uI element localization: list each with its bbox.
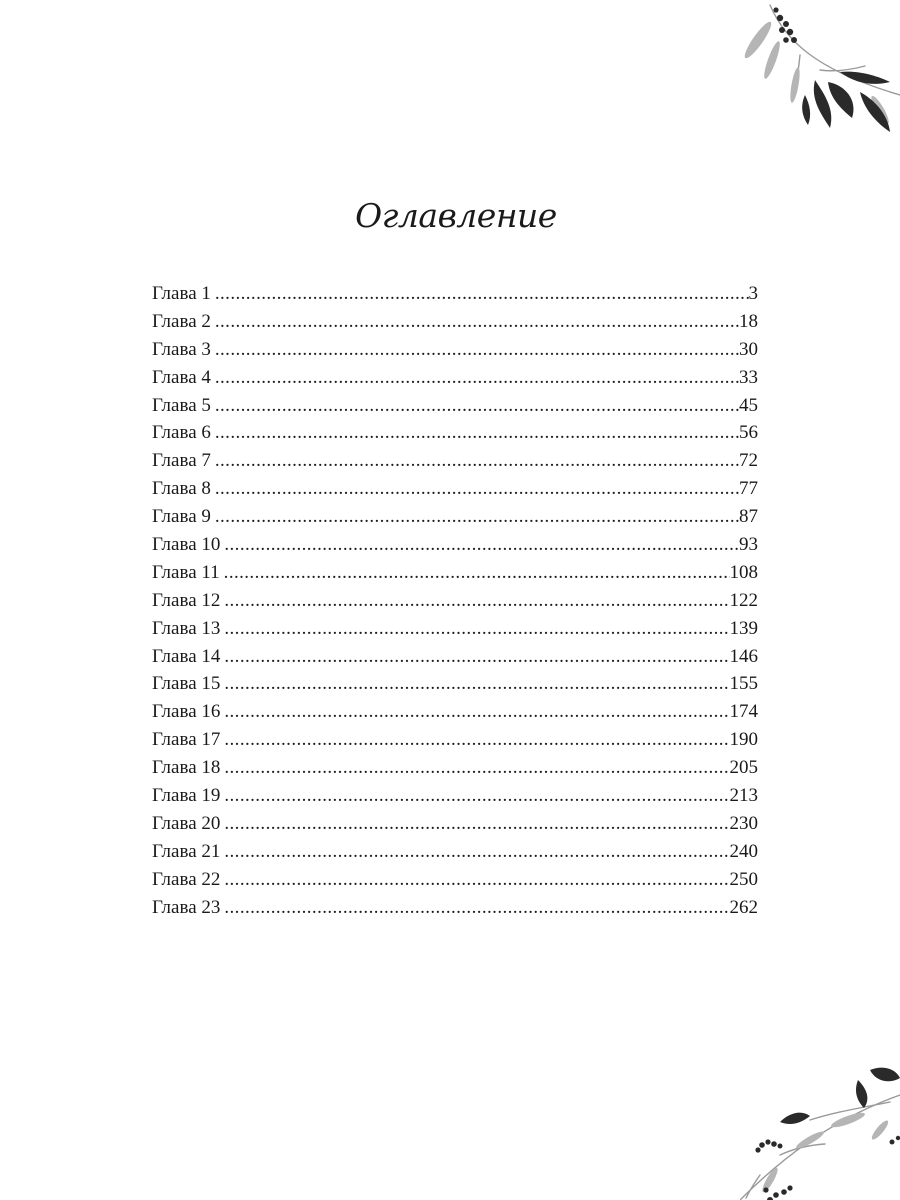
toc-leader-dots xyxy=(215,308,739,336)
toc-leader-dots xyxy=(215,475,739,503)
toc-chapter-label: Глава 18 xyxy=(152,757,221,779)
toc-leader-dots xyxy=(224,559,730,587)
toc-leader-dots xyxy=(215,364,739,392)
toc-page-number: 190 xyxy=(729,729,758,751)
toc-page-number: 30 xyxy=(739,338,758,360)
toc-entry xyxy=(152,364,758,392)
toc-entry xyxy=(152,643,758,671)
toc-entry xyxy=(152,726,758,754)
toc-leader-dots xyxy=(224,615,729,643)
toc-chapter-label: Глава 13 xyxy=(152,617,221,639)
toc-entry xyxy=(152,280,758,308)
toc-page-number: 45 xyxy=(739,394,758,416)
toc-entry xyxy=(152,503,758,531)
toc-entry xyxy=(152,308,758,336)
toc-leader-dots xyxy=(224,587,729,615)
toc-page-number: 72 xyxy=(739,450,758,472)
toc-page-number: 3 xyxy=(748,283,758,304)
toc-page-number: 213 xyxy=(729,785,758,807)
toc-chapter-label: Глава 5 xyxy=(152,394,211,416)
toc-chapter-label: Глава 22 xyxy=(152,868,221,890)
toc-page-number: 18 xyxy=(739,310,758,332)
toc-leader-dots xyxy=(224,866,729,894)
toc-page-number: 230 xyxy=(729,812,758,834)
toc-entry xyxy=(152,782,758,810)
toc-page-number: 174 xyxy=(729,701,758,723)
toc-page-number: 240 xyxy=(729,840,758,862)
toc-chapter-label: Глава 2 xyxy=(152,310,211,332)
toc-chapter-label: Глава 23 xyxy=(152,896,221,918)
toc-page-number: 87 xyxy=(739,506,758,528)
toc-leader-dots xyxy=(224,838,729,866)
toc-entry xyxy=(152,838,758,866)
toc-entry xyxy=(152,615,758,643)
toc-chapter-label: Глава 20 xyxy=(152,812,221,834)
table-of-contents xyxy=(152,280,758,921)
toc-leader-dots xyxy=(224,670,729,698)
toc-leader-dots xyxy=(224,782,729,810)
toc-page-number: 250 xyxy=(729,868,758,890)
toc-page-number: 262 xyxy=(729,896,758,918)
toc-leader-dots xyxy=(215,336,739,364)
toc-chapter-label: Глава 4 xyxy=(152,366,211,388)
toc-entry xyxy=(152,447,758,475)
toc-leader-dots xyxy=(215,392,739,420)
floral-ornament-bottom-icon xyxy=(740,1050,900,1200)
toc-entry xyxy=(152,419,758,447)
toc-entry xyxy=(152,894,758,922)
toc-entry xyxy=(152,587,758,615)
toc-chapter-label: Глава 12 xyxy=(152,589,221,611)
toc-chapter-label: Глава 3 xyxy=(152,338,211,360)
toc-leader-dots xyxy=(224,894,729,922)
toc-entry xyxy=(152,336,758,364)
toc-chapter-label: Глава 8 xyxy=(152,478,211,500)
toc-entry xyxy=(152,810,758,838)
toc-chapter-label: Глава 7 xyxy=(152,450,211,472)
toc-chapter-label: Глава 1 xyxy=(152,283,211,304)
page-title: Оглавление xyxy=(355,196,557,235)
toc-chapter-label: Глава 15 xyxy=(152,673,221,695)
toc-page-number: 33 xyxy=(739,366,758,388)
toc-leader-dots xyxy=(224,726,729,754)
toc-entry xyxy=(152,392,758,420)
toc-chapter-label: Глава 19 xyxy=(152,785,221,807)
toc-page-number: 122 xyxy=(729,589,758,611)
toc-page-number: 93 xyxy=(739,534,758,556)
toc-chapter-label: Глава 16 xyxy=(152,701,221,723)
toc-chapter-label: Глава 17 xyxy=(152,729,221,751)
toc-chapter-label: Глава 9 xyxy=(152,506,211,528)
toc-page-number: 146 xyxy=(729,645,758,667)
toc-leader-dots xyxy=(215,503,739,531)
toc-entry xyxy=(152,698,758,726)
toc-chapter-label: Глава 11 xyxy=(152,561,220,583)
toc-leader-dots xyxy=(224,698,729,726)
toc-entry xyxy=(152,670,758,698)
toc-entry xyxy=(152,531,758,559)
floral-ornament-top-icon xyxy=(740,0,900,150)
toc-page-number: 56 xyxy=(739,422,758,444)
toc-chapter-label: Глава 21 xyxy=(152,840,221,862)
toc-leader-dots xyxy=(224,531,739,559)
toc-chapter-label: Глава 14 xyxy=(152,645,221,667)
toc-page-number: 155 xyxy=(729,673,758,695)
toc-leader-dots xyxy=(224,754,729,782)
toc-page-number: 139 xyxy=(729,617,758,639)
toc-entry xyxy=(152,559,758,587)
toc-page-number: 205 xyxy=(729,757,758,779)
toc-chapter-label: Глава 6 xyxy=(152,422,211,444)
toc-entry xyxy=(152,475,758,503)
toc-leader-dots xyxy=(215,280,749,308)
toc-entry xyxy=(152,866,758,894)
toc-leader-dots xyxy=(215,447,739,475)
toc-page-number: 108 xyxy=(729,561,758,583)
toc-chapter-label: Глава 10 xyxy=(152,534,221,556)
toc-entry xyxy=(152,754,758,782)
toc-leader-dots xyxy=(224,643,729,671)
toc-page-number: 77 xyxy=(739,478,758,500)
toc-leader-dots xyxy=(215,419,739,447)
toc-leader-dots xyxy=(224,810,729,838)
